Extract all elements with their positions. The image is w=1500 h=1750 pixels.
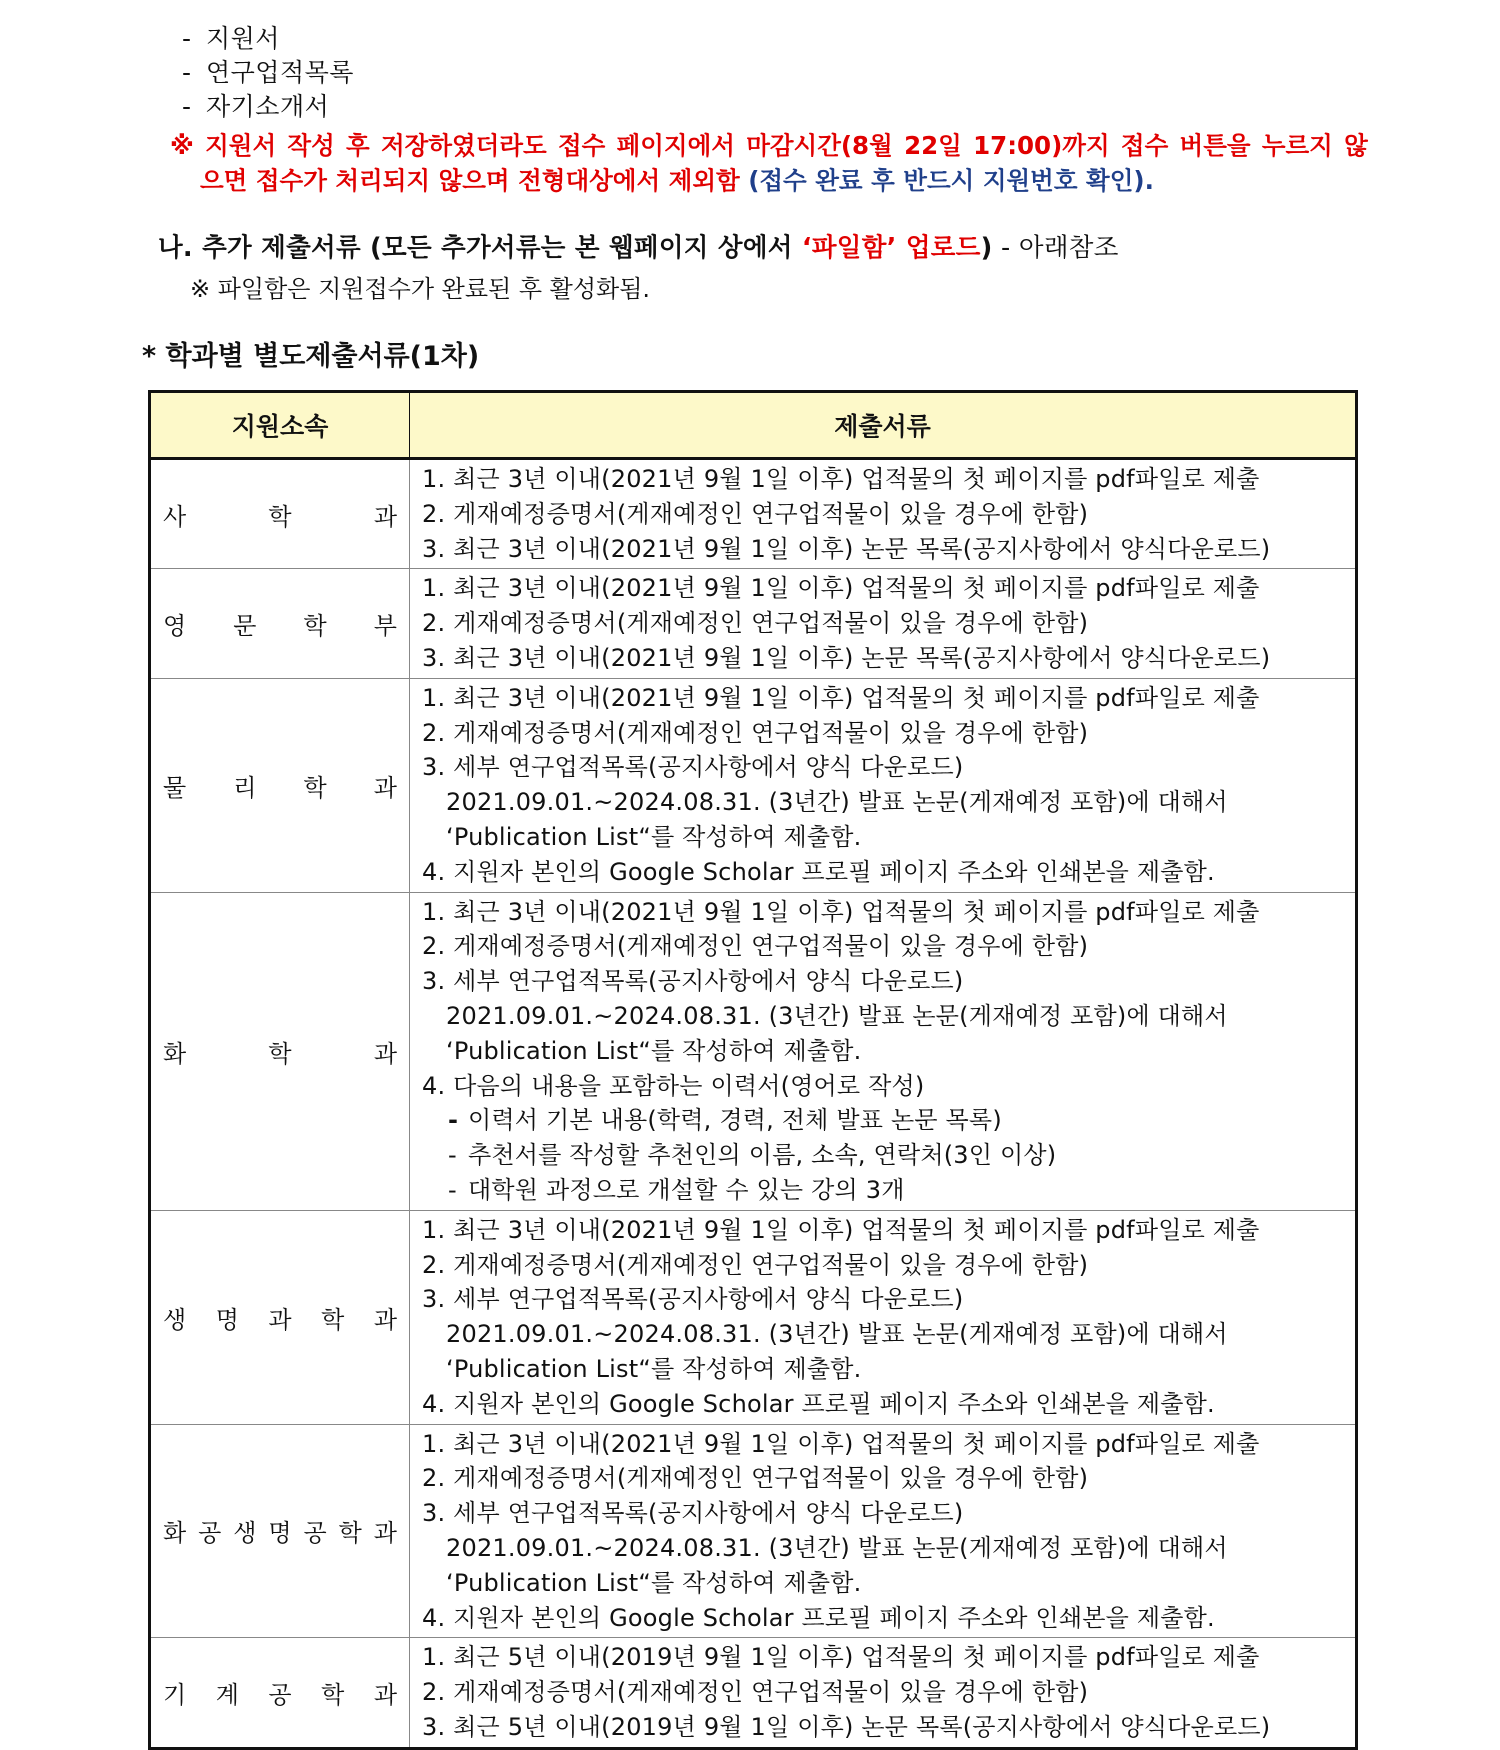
notice-line-2: 으면 접수가 처리되지 않으며 전형대상에서 제외함 (접수 완료 후 반드시 지원번호 확인). [200,166,1154,195]
department-name [163,1513,397,1548]
department-char: 학 [303,773,327,802]
document-text: 3. 세부 연구업적목록(공지사항에서 양식 다운로드) [422,967,964,996]
document-text: 2. 게재예정증명서(게재예정인 연구업적물이 있을 경우에 한함) [422,1464,1089,1493]
department-cell [150,1210,410,1424]
table-row [150,459,1357,569]
required-document-detail [422,999,1347,1034]
required-document-item [422,1675,1347,1710]
department-name [163,606,397,641]
department-char: 명 [215,1305,239,1334]
documents-cell [410,1210,1357,1424]
required-document-item [422,532,1347,567]
document-text: 2021.09.01.~2024.08.31. (3년간) 발표 논문(게재예정 포함)에 대해서 [446,1533,1228,1562]
department-char: 생 [163,1305,187,1334]
document-text: 4. 지원자 본인의 Google Scholar 프로필 페이지 주소와 인쇄본을 제출함. [422,1603,1215,1632]
required-document-item [422,1069,1347,1104]
required-document-item [422,571,1347,606]
document-text: ‘Publication List“를 작성하여 제출함. [446,1354,862,1383]
required-document-detail [422,1138,1347,1173]
documents-cell [410,459,1357,569]
bullet-dash: - [448,1141,457,1170]
required-document-detail [422,1103,1347,1138]
section-heading: 나. 추가 제출서류 (모든 추가서류는 본 웹페이지 상에서 ‘파일함’ 업로드) - 아래참조 [158,233,1119,263]
department-char: 화 [163,1519,187,1548]
required-document-item [422,1248,1347,1283]
required-document-item [422,1387,1347,1422]
list-item: - 연구업적목록 [182,58,354,87]
department-char: 영 [163,612,187,641]
required-document-item [422,681,1347,716]
required-document-item [422,606,1347,641]
documents-cell [410,1424,1357,1638]
table-row [150,1638,1357,1748]
department-char: 공 [198,1519,222,1548]
department-char: 학 [303,612,327,641]
required-document-item [422,462,1347,497]
department-char: 기 [163,1680,187,1709]
required-document-detail [422,1531,1347,1566]
department-char: 과 [373,502,397,531]
document-text: 1. 최근 3년 이내(2021년 9월 1일 이후) 업적물의 첫 페이지를 pdf파일로 제출 [422,574,1260,603]
document-text: 2. 게재예정증명서(게재예정인 연구업적물이 있을 경우에 한함) [422,499,1089,528]
documents-cell [410,1638,1357,1748]
list-item: - 지원서 [182,24,280,53]
department-char: 과 [373,773,397,802]
table-row [150,892,1357,1210]
required-document-item [422,1496,1347,1531]
document-text: 3. 최근 3년 이내(2021년 9월 1일 이후) 논문 목록(공지사항에서 양식다운로드) [422,643,1271,672]
notice-line-1: ※ 지원서 작성 후 저장하였더라도 접수 페이지에서 마감시간(8월 22일 17:00)까지 접수 버튼을 누르지 않 [170,131,1368,160]
document-text: 4. 지원자 본인의 Google Scholar 프로필 페이지 주소와 인쇄본을 제출함. [422,1389,1215,1418]
document-text: 2021.09.01.~2024.08.31. (3년간) 발표 논문(게재예정 포함)에 대해서 [446,788,1228,817]
department-char: 과 [373,1519,397,1548]
required-document-item [422,929,1347,964]
department-cell [150,569,410,678]
document-text: 2. 게재예정증명서(게재예정인 연구업적물이 있을 경우에 한함) [422,718,1089,747]
document-text: 대학원 과정으로 개설할 수 있는 강의 3개 [468,1175,905,1204]
department-char: 리 [233,773,257,802]
required-document-item [422,1461,1347,1496]
section-note: ※ 파일함은 지원접수가 완료된 후 활성화됨. [190,275,651,303]
required-document-item [422,716,1347,751]
department-char: 과 [373,1039,397,1068]
document-text: 4. 다음의 내용을 포함하는 이력서(영어로 작성) [422,1071,925,1100]
documents-cell [410,569,1357,678]
department-char: 과 [373,1305,397,1334]
list-item: - 자기소개서 [182,92,330,121]
table-header-row [150,392,1357,459]
document-text: 3. 최근 3년 이내(2021년 9월 1일 이후) 논문 목록(공지사항에서 양식다운로드) [422,534,1271,563]
required-document-item [422,964,1347,999]
required-document-detail [422,1173,1347,1208]
document-text: 추천서를 작성할 추천인의 이름, 소속, 연락처(3인 이상) [468,1141,1057,1170]
document-text: 2. 게재예정증명서(게재예정인 연구업적물이 있을 경우에 한함) [422,1250,1089,1279]
department-char: 화 [163,1039,187,1068]
document-text: 1. 최근 3년 이내(2021년 9월 1일 이후) 업적물의 첫 페이지를 pdf파일로 제출 [422,1429,1260,1458]
required-document-item [422,750,1347,785]
department-char: 생 [233,1519,257,1548]
document-text: 1. 최근 3년 이내(2021년 9월 1일 이후) 업적물의 첫 페이지를 pdf파일로 제출 [422,897,1260,926]
department-cell [150,892,410,1210]
required-document-item [422,497,1347,532]
department-char: 문 [233,612,257,641]
required-document-detail [422,820,1347,855]
required-document-item [422,1427,1347,1462]
department-name [163,1034,397,1069]
department-name [163,497,397,532]
document-text: 2021.09.01.~2024.08.31. (3년간) 발표 논문(게재예정 포함)에 대해서 [446,1320,1228,1349]
department-char: 학 [268,502,292,531]
bullet-dash: - [448,1106,459,1135]
department-cell [150,1638,410,1748]
department-cell [150,459,410,569]
column-header-department: 지원소속 [150,392,410,459]
required-document-item [422,1601,1347,1636]
document-text: 3. 최근 5년 이내(2019년 9월 1일 이후) 논문 목록(공지사항에서 양식다운로드) [422,1712,1271,1741]
documents-cell [410,678,1357,892]
department-name [163,1675,397,1710]
document-text: 1. 최근 3년 이내(2021년 9월 1일 이후) 업적물의 첫 페이지를 pdf파일로 제출 [422,465,1260,493]
document-text: 1. 최근 3년 이내(2021년 9월 1일 이후) 업적물의 첫 페이지를 pdf파일로 제출 [422,683,1260,712]
document-text: 이력서 기본 내용(학력, 경력, 전체 발표 논문 목록) [468,1106,1002,1135]
required-document-detail [422,1034,1347,1069]
department-char: 학 [321,1680,345,1709]
table-row [150,569,1357,678]
required-document-detail [422,1566,1347,1601]
required-document-item [422,895,1347,930]
required-document-item [422,1213,1347,1248]
required-document-detail [422,1352,1347,1387]
document-text: 3. 세부 연구업적목록(공지사항에서 양식 다운로드) [422,753,964,782]
table-title: * 학과별 별도제출서류(1차) [142,341,480,372]
document-text: 4. 지원자 본인의 Google Scholar 프로필 페이지 주소와 인쇄본을 제출함. [422,857,1215,886]
document-text: 2. 게재예정증명서(게재예정인 연구업적물이 있을 경우에 한함) [422,1678,1089,1707]
required-document-item [422,641,1347,676]
required-document-detail [422,1317,1347,1352]
department-cell [150,678,410,892]
department-char: 공 [268,1680,292,1709]
bullet-dash: - [448,1175,457,1204]
document-text: ‘Publication List“를 작성하여 제출함. [446,1036,862,1065]
required-document-detail [422,785,1347,820]
department-name [163,1300,397,1335]
department-char: 계 [215,1680,239,1709]
department-char: 부 [373,612,397,641]
department-char: 사 [163,502,187,531]
department-documents-table [148,390,1358,1750]
submission-deadline-notice [170,128,1368,198]
document-text: 1. 최근 3년 이내(2021년 9월 1일 이후) 업적물의 첫 페이지를 pdf파일로 제출 [422,1215,1260,1244]
document-text: 3. 세부 연구업적목록(공지사항에서 양식 다운로드) [422,1285,964,1314]
document-text: 2. 게재예정증명서(게재예정인 연구업적물이 있을 경우에 한함) [422,932,1089,961]
department-char: 물 [163,773,187,802]
table-row [150,1210,1357,1424]
department-char: 학 [321,1305,345,1334]
document-text: 3. 세부 연구업적목록(공지사항에서 양식 다운로드) [422,1499,964,1528]
department-char: 명 [268,1519,292,1548]
required-document-item [422,1640,1347,1675]
document-text: 2. 게재예정증명서(게재예정인 연구업적물이 있을 경우에 한함) [422,609,1089,638]
department-char: 학 [338,1519,362,1548]
required-document-item [422,1282,1347,1317]
document-text: 1. 최근 5년 이내(2019년 9월 1일 이후) 업적물의 첫 페이지를 pdf파일로 제출 [422,1643,1260,1672]
department-char: 과 [373,1680,397,1709]
document-text: 2021.09.01.~2024.08.31. (3년간) 발표 논문(게재예정 포함)에 대해서 [446,1001,1228,1030]
required-document-item [422,1710,1347,1745]
table-row [150,678,1357,892]
column-header-documents: 제출서류 [410,392,1357,459]
documents-cell [410,892,1357,1210]
table-row [150,1424,1357,1638]
department-char: 과 [268,1305,292,1334]
department-name [163,768,397,803]
required-document-item [422,855,1347,890]
document-text: ‘Publication List“를 작성하여 제출함. [446,1568,862,1597]
department-cell [150,1424,410,1638]
document-text: ‘Publication List“를 작성하여 제출함. [446,822,862,851]
department-char: 학 [268,1039,292,1068]
department-char: 공 [303,1519,327,1548]
